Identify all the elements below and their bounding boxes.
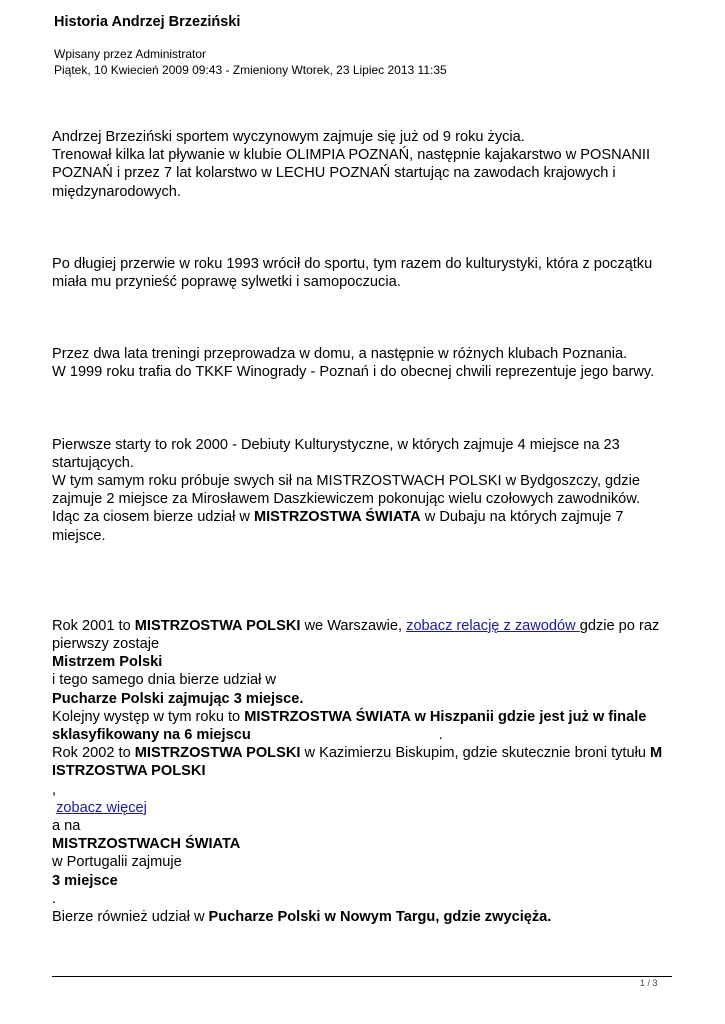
article-meta [54,46,447,78]
p5-text-d: gdzie po raz pierwszy zostaje [52,617,660,653]
p5-polish-cup: Pucharze Polski zajmując 3 miejsce. [52,690,304,707]
p5-text-n1: Bierze również udział w [52,909,209,926]
p5-polish-championship: MISTRZOSTWA POLSKI [134,617,301,634]
page-title: Historia Andrzej Brzeziński [54,14,241,30]
date-line: Piątek, 10 Kwiecień 2009 09:43 - Zmieniony Wtorek, 23 Lipiec 2013 11:35 [54,63,447,77]
p1-line-2: Trenował kilka lat pływanie w klubie OLIMPIA POZNAŃ, następnie kajakarstwo w POSNANII POZNAŃ i przez 7 lat kolarstwo w LECHU POZNAŃ startując na zawodach krajowych i międzynarodowych. [52,147,651,200]
p5-text-h1: Kolejny występ w tym roku to [52,708,245,725]
p3-line-2: W 1999 roku trafia do TKKF Winogrady - Poznań i do obecnej chwili reprezentuje jego barwy. [52,364,655,381]
paragraph-5 [52,617,677,926]
p4-line-1: Pierwsze starty to rok 2000 - Debiuty Kulturystyczne, w których zajmuje 4 miejsce na 23 startujących. [52,436,620,471]
p5-text-a: Rok 2001 to [52,617,135,634]
p4-line-3c: w Dubaju na których zajmuje 7 miejsce. [52,509,624,544]
p5-world-spain: MISTRZOSTWA ŚWIATA w Hiszpanii gdzie jest już w finale sklasyfikowany na 6 miejscu [52,708,647,744]
paragraph-4 [52,436,677,545]
p5-text-i3: w Kazimierzu Biskupim, gdzie skutecznie broni tytułu [300,745,651,762]
p5-text-c: we Warszawie, [300,617,407,634]
p5-text-f: i tego samego dnia bierze udział w [52,672,276,689]
competition-report-link[interactable]: zobacz relację z zawodów [406,617,580,634]
p5-dot-h: . [438,727,443,744]
p3-line-1: Przez dwa lata treningi przeprowadza w domu, a następnie w różnych klubach Poznania. [52,346,628,363]
p5-text-i1: Rok 2002 to [52,745,135,762]
p5-comma: , [52,781,57,798]
p1-line-1: Andrzej Brzeziński sportem wyczynowym zajmuje się już od 9 roku życia. [52,129,525,145]
paragraph-1 [52,128,677,201]
page-number: 1 / 3 [640,978,658,988]
footer-divider [52,976,672,977]
p4-line-2: W tym samym roku próbuje swych sił na MISTRZOSTWACH POLSKI w Bydgoszczy, gdzie zajmuje 2 miejsce za Mirosławem Daszkiewiczem pokonując wielu czołowych zawodników. [52,473,641,508]
p5-text-j: a na [52,818,81,835]
p5-polish-championship-2002: MISTRZOSTWA POLSKI [134,745,301,762]
author-line: Wpisany przez Administrator [54,47,207,61]
see-more-link[interactable]: zobacz więcej [56,799,147,816]
p5-title-defended: M ISTRZOSTWA POLSKI [52,745,663,780]
p4-world-championship: MISTRZOSTWA ŚWIATA [253,509,421,526]
p5-world-championships: MISTRZOSTWACH ŚWIATA [52,836,241,853]
p5-polish-champion: Mistrzem Polski [52,654,163,671]
paragraph-3 [52,345,677,381]
p5-third-place: 3 miejsce [52,872,118,889]
article-body [52,128,677,926]
p5-text-l: w Portugalii zajmuje [52,854,182,871]
paragraph-2: Po długiej przerwie w roku 1993 wrócił do sportu, tym razem do kulturystyki, która z początku miała mu przynieść poprawę sylwetki i samopoczucia. [52,255,653,291]
p5-dot: . [52,890,57,907]
p4-line-3a: Idąc za ciosem bierze udział w [52,509,254,526]
p5-cup-nowy-targ: Pucharze Polski w Nowym Targu, gdzie zwycięża. [208,909,552,926]
